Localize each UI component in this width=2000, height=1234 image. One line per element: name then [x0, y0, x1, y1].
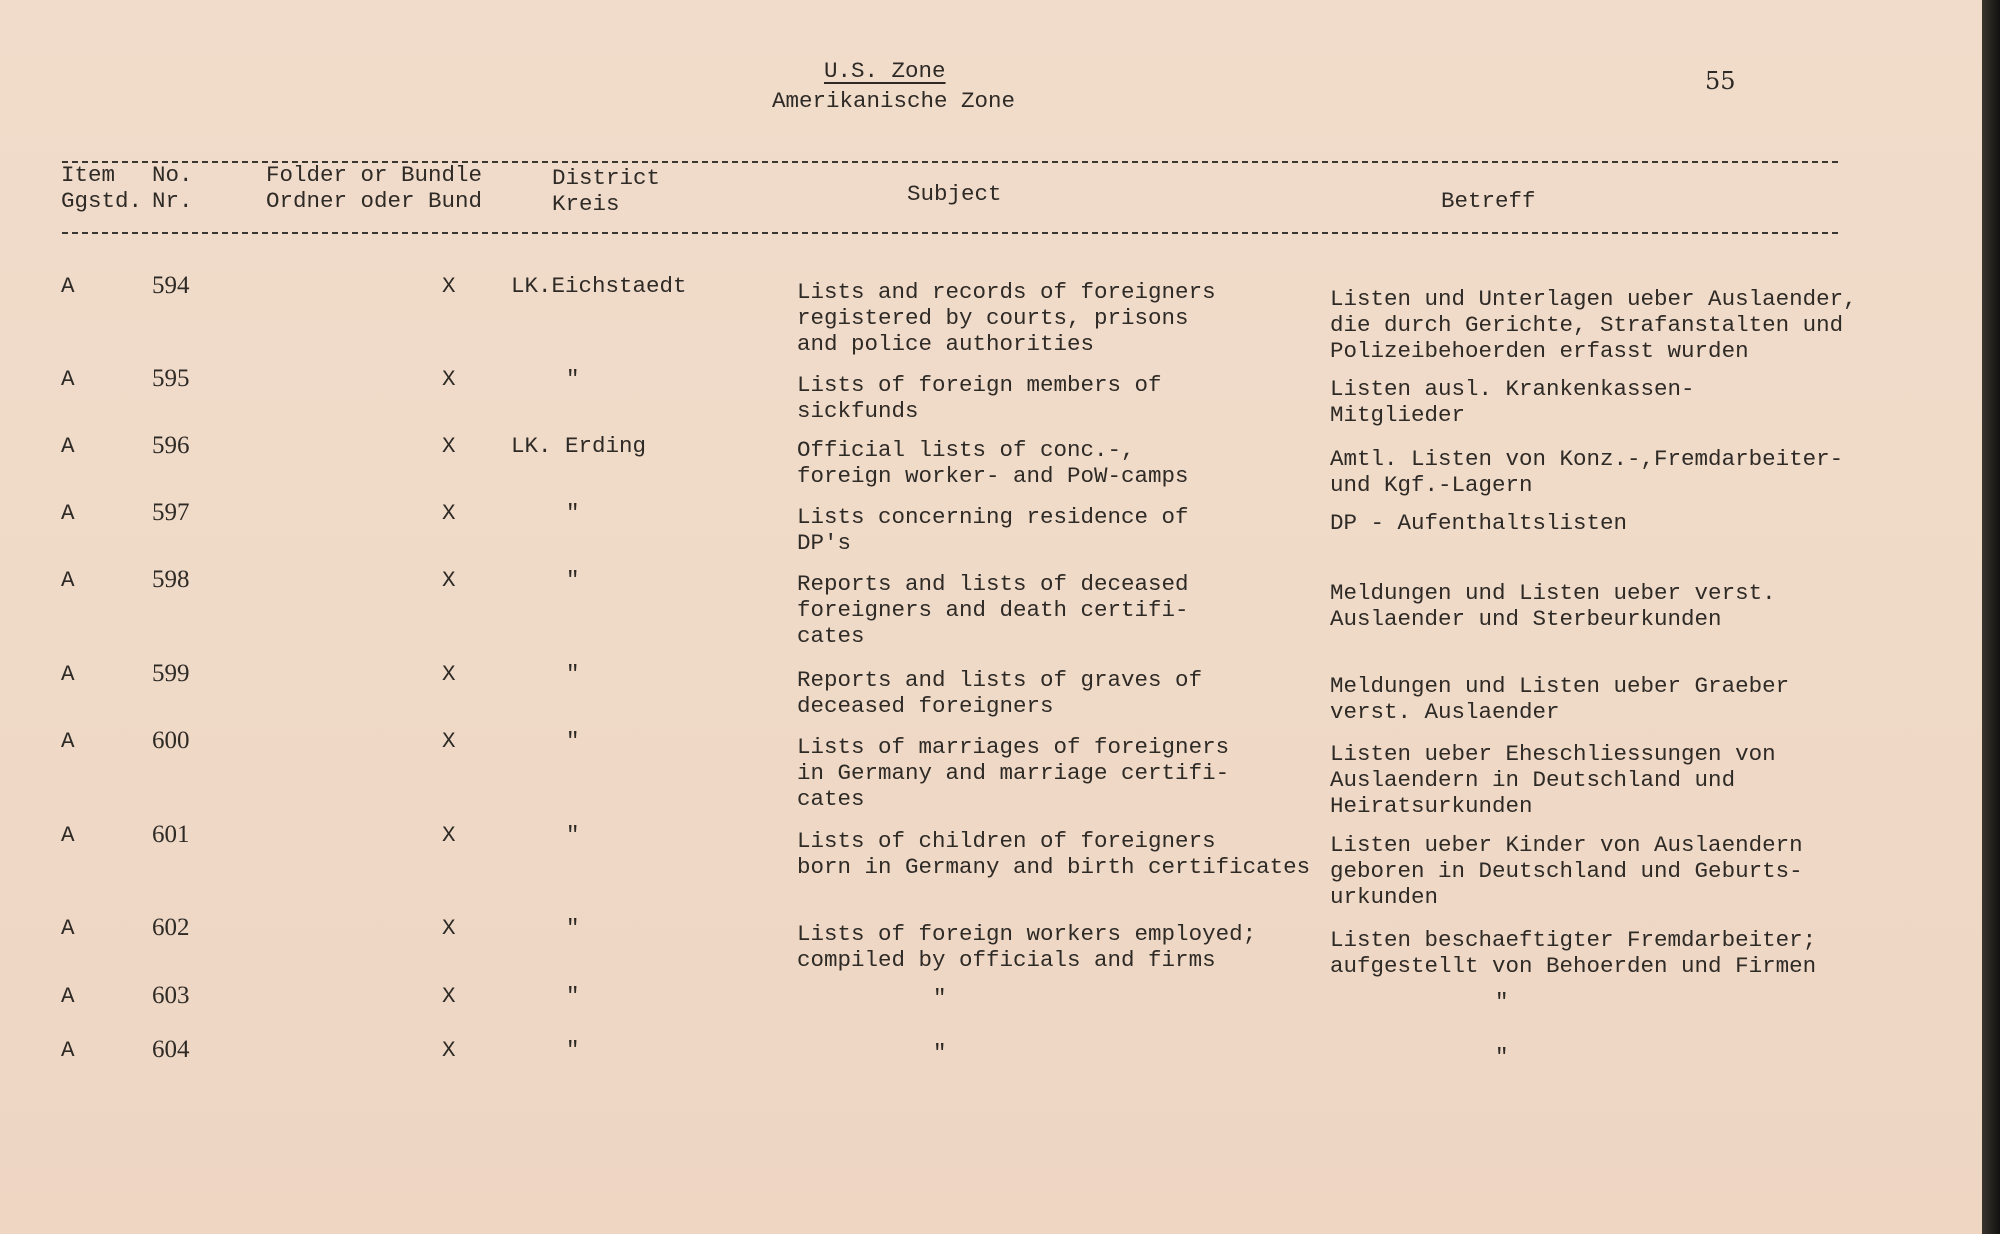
- district: ": [566, 915, 580, 941]
- table-row: [0, 982, 1982, 1015]
- item-number: 601: [152, 821, 190, 848]
- betreff: Listen beschaeftigter Fremdarbeiter; aufgestellt von Behoerden und Firmen: [1330, 927, 1817, 979]
- folder-mark: X: [442, 915, 456, 941]
- col-header-no: No. Nr.: [152, 162, 193, 214]
- table-row: [0, 566, 1982, 649]
- page-title: U.S. Zone: [824, 58, 946, 84]
- item-code: A: [61, 661, 75, 687]
- district: ": [566, 661, 580, 687]
- district: ": [566, 1037, 580, 1063]
- folder-mark: X: [442, 500, 456, 526]
- item-number: 595: [152, 365, 190, 392]
- betreff: Listen und Unterlagen ueber Auslaender, die durch Gerichte, Strafanstalten und Polizeibehoerden erfasst wurden: [1330, 286, 1857, 364]
- item-code: A: [61, 433, 75, 459]
- item-number: 602: [152, 914, 190, 941]
- col-header-folder: Folder or Bundle Ordner oder Bund: [266, 162, 483, 214]
- betreff: ": [1495, 989, 1509, 1015]
- header-rule-bottom: [62, 232, 1838, 234]
- col-header-item: Item Ggstd.: [61, 162, 143, 214]
- item-code: A: [61, 822, 75, 848]
- district: ": [566, 500, 580, 526]
- item-number: 604: [152, 1036, 190, 1063]
- betreff: ": [1495, 1044, 1509, 1070]
- item-code: A: [61, 500, 75, 526]
- item-number: 596: [152, 432, 190, 459]
- item-number: 598: [152, 566, 190, 593]
- district: ": [566, 983, 580, 1009]
- subject: Official lists of conc.-, foreign worker- and PoW-camps: [797, 437, 1189, 489]
- item-code: A: [61, 1037, 75, 1063]
- table-row: [0, 914, 1982, 979]
- district: ": [566, 822, 580, 848]
- col-header-district: District Kreis: [552, 165, 661, 217]
- item-number: 603: [152, 982, 190, 1009]
- table-row: [0, 821, 1982, 910]
- betreff: DP - Aufenthaltslisten: [1330, 510, 1628, 536]
- table-row: [0, 660, 1982, 725]
- district: LK. Erding: [511, 433, 647, 459]
- folder-mark: X: [442, 1037, 456, 1063]
- betreff: Amtl. Listen von Konz.-,Fremdarbeiter- und Kgf.-Lagern: [1330, 446, 1844, 498]
- folder-mark: X: [442, 822, 456, 848]
- item-code: A: [61, 567, 75, 593]
- table-row: [0, 272, 1982, 364]
- table-row: [0, 365, 1982, 428]
- page-number: 55: [1705, 67, 1736, 95]
- subject: Lists of foreign workers employed; compiled by officials and firms: [797, 921, 1257, 973]
- folder-mark: X: [442, 983, 456, 1009]
- subject: Lists and records of foreigners registered by courts, prisons and police authorities: [797, 279, 1216, 357]
- item-number: 597: [152, 499, 190, 526]
- col-header-subject: Subject: [907, 181, 1002, 207]
- item-number: 600: [152, 727, 190, 754]
- table-row: [0, 1036, 1982, 1070]
- page-edge: [1982, 0, 2000, 1234]
- col-header-betreff: Betreff: [1441, 188, 1536, 214]
- folder-mark: X: [442, 567, 456, 593]
- folder-mark: X: [442, 433, 456, 459]
- district: LK.Eichstaedt: [511, 273, 687, 299]
- subject: Lists of children of foreigners born in Germany and birth certificates: [797, 828, 1311, 880]
- subject: Lists of marriages of foreigners in Germany and marriage certifi- cates: [797, 734, 1230, 812]
- district: ": [566, 366, 580, 392]
- district: ": [566, 567, 580, 593]
- betreff: Meldungen und Listen ueber verst. Auslaender und Sterbeurkunden: [1330, 580, 1776, 632]
- subject: ": [933, 1040, 947, 1066]
- item-code: A: [61, 983, 75, 1009]
- folder-mark: X: [442, 273, 456, 299]
- folder-mark: X: [442, 366, 456, 392]
- table-row: [0, 499, 1982, 556]
- betreff: Listen ueber Eheschliessungen von Auslaendern in Deutschland und Heiratsurkunden: [1330, 741, 1776, 819]
- item-code: A: [61, 915, 75, 941]
- betreff: Meldungen und Listen ueber Graeber verst. Auslaender: [1330, 673, 1790, 725]
- subject: Lists of foreign members of sickfunds: [797, 372, 1162, 424]
- folder-mark: X: [442, 728, 456, 754]
- page-subtitle: Amerikanische Zone: [772, 88, 1016, 114]
- subject: ": [933, 985, 947, 1011]
- folder-mark: X: [442, 661, 456, 687]
- table-row: [0, 727, 1982, 819]
- subject: Reports and lists of deceased foreigners and death certifi- cates: [797, 571, 1189, 649]
- district: ": [566, 728, 580, 754]
- subject: Reports and lists of graves of deceased foreigners: [797, 667, 1203, 719]
- item-number: 599: [152, 660, 190, 687]
- subject: Lists concerning residence of DP's: [797, 504, 1189, 556]
- betreff: Listen ausl. Krankenkassen- Mitglieder: [1330, 376, 1695, 428]
- betreff: Listen ueber Kinder von Auslaendern geboren in Deutschland und Geburts- urkunden: [1330, 832, 1803, 910]
- item-code: A: [61, 273, 75, 299]
- item-code: A: [61, 366, 75, 392]
- table-row: [0, 432, 1982, 498]
- item-number: 594: [152, 272, 190, 299]
- item-code: A: [61, 728, 75, 754]
